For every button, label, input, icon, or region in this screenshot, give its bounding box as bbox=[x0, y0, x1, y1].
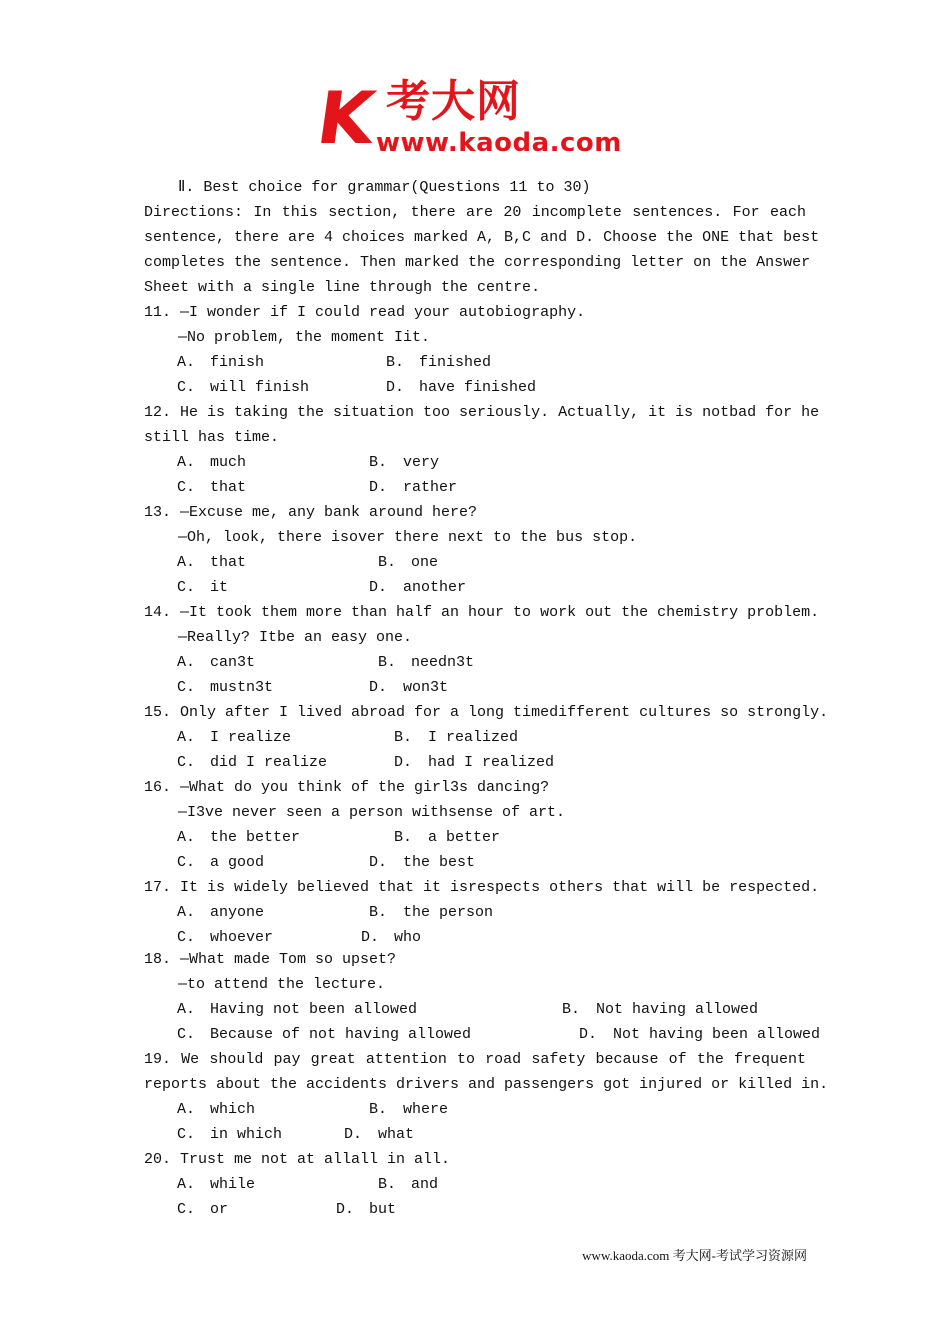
option-text: in which bbox=[210, 1126, 283, 1143]
option-letter: C. bbox=[177, 754, 196, 771]
option-letter: D. bbox=[386, 379, 405, 396]
option-letter: A. bbox=[177, 654, 196, 671]
option-text: and bbox=[411, 1176, 439, 1193]
option-text: very bbox=[403, 454, 440, 471]
option-letter: C. bbox=[177, 379, 196, 396]
option-letter: D. bbox=[361, 929, 380, 946]
option-text: will finish bbox=[210, 379, 310, 396]
option-text: rather bbox=[403, 479, 458, 496]
option-text: Not having been allowed bbox=[613, 1026, 821, 1043]
option-text: needn3t bbox=[411, 654, 475, 671]
question-stem: 18. —What made Tom so upset? bbox=[144, 951, 397, 968]
option-text: did I realize bbox=[210, 754, 328, 771]
option-letter: C. bbox=[177, 479, 196, 496]
option-letter: A. bbox=[177, 729, 196, 746]
question-stem: 20. Trust me not at allall in all. bbox=[144, 1151, 451, 1168]
option-letter: C. bbox=[177, 679, 196, 696]
option-text: much bbox=[210, 454, 247, 471]
directions-line: Directions: In this section, there are 20 incomplete sentences. For each bbox=[144, 204, 806, 221]
question-stem: 13. —Excuse me, any bank around here? bbox=[144, 504, 478, 521]
option-text: who bbox=[394, 929, 422, 946]
page-footer: www.kaoda.com 考大网-考试学习资源网 bbox=[582, 1248, 807, 1263]
option-text: a good bbox=[210, 854, 265, 871]
option-letter: A. bbox=[177, 904, 196, 921]
option-letter: C. bbox=[177, 929, 196, 946]
option-text: mustn3t bbox=[210, 679, 274, 696]
option-text: that bbox=[210, 554, 247, 571]
option-text: can3t bbox=[210, 654, 256, 671]
option-text: won3t bbox=[403, 679, 449, 696]
question-stem: —I3ve never seen a person withsense of art. bbox=[178, 804, 566, 821]
question-stem: reports about the accidents drivers and passengers got injured or killed in. bbox=[144, 1076, 829, 1093]
option-letter: D. bbox=[579, 1026, 598, 1043]
logo-url: www.kaoda.com bbox=[376, 128, 622, 158]
option-letter: B. bbox=[562, 1001, 581, 1018]
option-text: that bbox=[210, 479, 247, 496]
option-letter: D. bbox=[394, 754, 413, 771]
option-letter: B. bbox=[378, 1176, 397, 1193]
option-letter: A. bbox=[177, 1176, 196, 1193]
question-stem: 11. —I wonder if I could read your autobiography. bbox=[144, 304, 586, 321]
option-text: the person bbox=[403, 904, 494, 921]
question-stem: —No problem, the moment Iit. bbox=[178, 329, 431, 346]
option-text: finished bbox=[419, 354, 492, 371]
directions-line: completes the sentence. Then marked the corresponding letter on the Answer bbox=[144, 254, 811, 271]
option-text: while bbox=[210, 1176, 256, 1193]
option-letter: B. bbox=[378, 654, 397, 671]
option-text: finish bbox=[210, 354, 265, 371]
option-text: Because of not having allowed bbox=[210, 1026, 472, 1043]
question-stem: 17. It is widely believed that it isrespects others that will be respected. bbox=[144, 879, 820, 896]
option-letter: C. bbox=[177, 1201, 196, 1218]
option-letter: D. bbox=[369, 854, 388, 871]
option-letter: B. bbox=[369, 1101, 388, 1118]
option-text: Having not been allowed bbox=[210, 1001, 418, 1018]
option-letter: C. bbox=[177, 1026, 196, 1043]
option-letter: A. bbox=[177, 829, 196, 846]
option-letter: D. bbox=[369, 679, 388, 696]
option-letter: A. bbox=[177, 1101, 196, 1118]
option-letter: B. bbox=[378, 554, 397, 571]
logo-chinese-title: 考大网 bbox=[386, 76, 521, 127]
option-text: had I realized bbox=[428, 754, 555, 771]
option-text: anyone bbox=[210, 904, 265, 921]
option-text: have finished bbox=[419, 379, 537, 396]
option-letter: B. bbox=[394, 729, 413, 746]
option-letter: A. bbox=[177, 454, 196, 471]
question-stem: —Really? Itbe an easy one. bbox=[178, 629, 413, 646]
option-letter: B. bbox=[369, 454, 388, 471]
logo-k-mark: K bbox=[312, 76, 380, 160]
question-stem: 14. —It took them more than half an hour to work out the chemistry problem. bbox=[144, 604, 820, 621]
option-text: whoever bbox=[210, 929, 274, 946]
option-text: or bbox=[210, 1201, 229, 1218]
question-stem: —Oh, look, there isover there next to the bus stop. bbox=[178, 529, 638, 546]
option-text: where bbox=[403, 1101, 449, 1118]
option-text: another bbox=[403, 579, 467, 596]
directions-line: Sheet with a single line through the centre. bbox=[144, 279, 541, 296]
option-text: a better bbox=[428, 829, 501, 846]
option-text: I realize bbox=[210, 729, 292, 746]
option-letter: C. bbox=[177, 854, 196, 871]
option-letter: D. bbox=[369, 479, 388, 496]
question-stem: still has time. bbox=[144, 429, 280, 446]
question-stem: 19. We should pay great attention to road safety because of the frequent bbox=[144, 1051, 806, 1068]
option-letter: C. bbox=[177, 1126, 196, 1143]
option-letter: A. bbox=[177, 1001, 196, 1018]
option-text: which bbox=[210, 1101, 256, 1118]
option-letter: B. bbox=[386, 354, 405, 371]
section-title: Ⅱ. Best choice for grammar(Questions 11 to 30) bbox=[178, 179, 591, 196]
option-letter: B. bbox=[394, 829, 413, 846]
kaoda-logo bbox=[312, 76, 648, 162]
option-text: what bbox=[378, 1126, 415, 1143]
option-text: it bbox=[210, 579, 229, 596]
option-letter: C. bbox=[177, 579, 196, 596]
option-text: the better bbox=[210, 829, 301, 846]
directions-line: sentence, there are 4 choices marked A, B,C and D. Choose the ONE that best bbox=[144, 229, 820, 246]
option-text: the best bbox=[403, 854, 476, 871]
option-text: Not having allowed bbox=[596, 1001, 759, 1018]
option-letter: A. bbox=[177, 354, 196, 371]
question-stem: 12. He is taking the situation too seriously. Actually, it is notbad for he bbox=[144, 404, 820, 421]
option-text: one bbox=[411, 554, 439, 571]
question-stem: 16. —What do you think of the girl3s dancing? bbox=[144, 779, 550, 796]
option-text: but bbox=[369, 1201, 397, 1218]
option-letter: A. bbox=[177, 554, 196, 571]
option-letter: D. bbox=[344, 1126, 363, 1143]
option-letter: D. bbox=[369, 579, 388, 596]
option-text: I realized bbox=[428, 729, 519, 746]
question-stem: —to attend the lecture. bbox=[178, 976, 386, 993]
question-stem: 15. Only after I lived abroad for a long timedifferent cultures so strongly. bbox=[144, 704, 829, 721]
option-letter: D. bbox=[336, 1201, 355, 1218]
option-letter: B. bbox=[369, 904, 388, 921]
